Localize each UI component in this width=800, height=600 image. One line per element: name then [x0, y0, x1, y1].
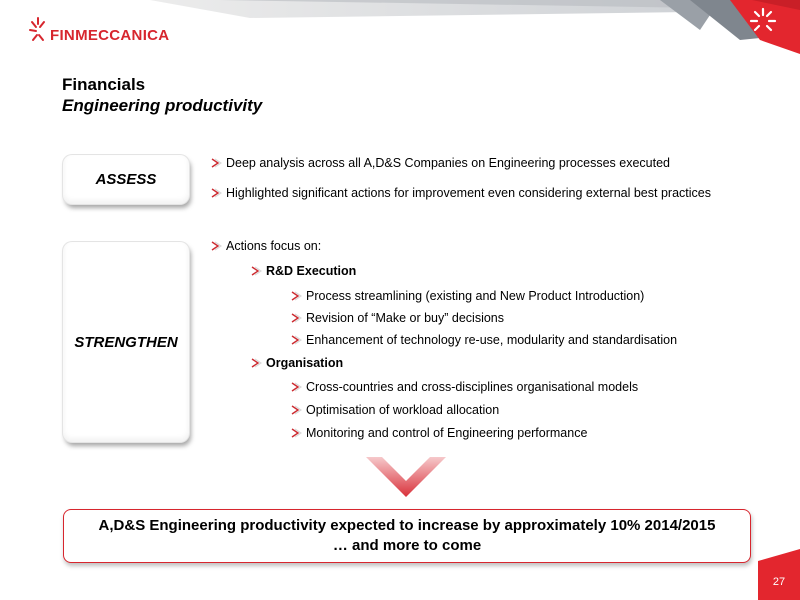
chevron-arrow-icon	[290, 334, 302, 346]
strengthen-intro-text: Actions focus on:	[226, 239, 322, 253]
group-item-text: Monitoring and control of Engineering performance	[306, 426, 588, 440]
conclusion-line-1: A,D&S Engineering productivity expected to increase by approximately 10% 2014/2015	[98, 517, 716, 534]
page-number: 27	[772, 576, 786, 588]
chevron-arrow-icon	[210, 187, 222, 199]
group-item-text: Process streamlining (existing and New Product Introduction)	[306, 289, 645, 303]
assess-box	[63, 155, 189, 204]
group-item	[290, 333, 677, 347]
group-item	[290, 403, 499, 417]
group-item	[290, 380, 638, 394]
assess-bullet-text: Highlighted significant actions for improvement even considering external best practices	[226, 186, 711, 200]
assess-bullet	[210, 186, 711, 200]
chevron-arrow-icon	[290, 312, 302, 324]
page-subtitle: Engineering productivity	[62, 96, 263, 115]
assess-bullet	[210, 156, 670, 170]
group-title-text: R&D Execution	[266, 264, 357, 278]
group-item	[290, 311, 504, 325]
group-item-text: Enhancement of technology re-use, modularity and standardisation	[306, 333, 678, 347]
brand-name: FINMECCANICA	[50, 27, 170, 44]
page-title: Financials	[62, 75, 146, 94]
chevron-arrow-icon	[250, 357, 262, 369]
chevron-arrow-icon	[290, 381, 302, 393]
group-title-rd	[250, 264, 356, 278]
finmeccanica-spiral-icon	[748, 6, 778, 36]
conclusion-line-2: … and more to come	[332, 537, 482, 554]
finmeccanica-spiral-icon	[28, 14, 48, 50]
conclusion-box	[63, 509, 751, 563]
strengthen-label: STRENGTHEN	[74, 333, 178, 351]
chevron-arrow-icon	[290, 404, 302, 416]
group-title-text: Organisation	[266, 356, 344, 370]
assess-bullet-text: Deep analysis across all A,D&S Companies on Engineering processes executed	[226, 156, 670, 170]
down-chevron-arrow-icon	[364, 455, 448, 499]
group-item	[290, 289, 644, 303]
group-item-text: Revision of “Make or buy” decisions	[306, 311, 504, 325]
strengthen-box	[63, 242, 189, 442]
assess-label: ASSESS	[95, 171, 157, 188]
group-item-text: Cross-countries and cross-disciplines organisational models	[306, 380, 639, 394]
strengthen-intro	[210, 239, 321, 253]
chevron-arrow-icon	[210, 240, 222, 252]
group-title-organisation	[250, 356, 343, 370]
group-item-text: Optimisation of workload allocation	[306, 403, 500, 417]
chevron-arrow-icon	[290, 427, 302, 439]
chevron-arrow-icon	[210, 157, 222, 169]
page-number-background	[758, 549, 800, 600]
chevron-arrow-icon	[290, 290, 302, 302]
group-item	[290, 426, 587, 440]
chevron-arrow-icon	[250, 265, 262, 277]
